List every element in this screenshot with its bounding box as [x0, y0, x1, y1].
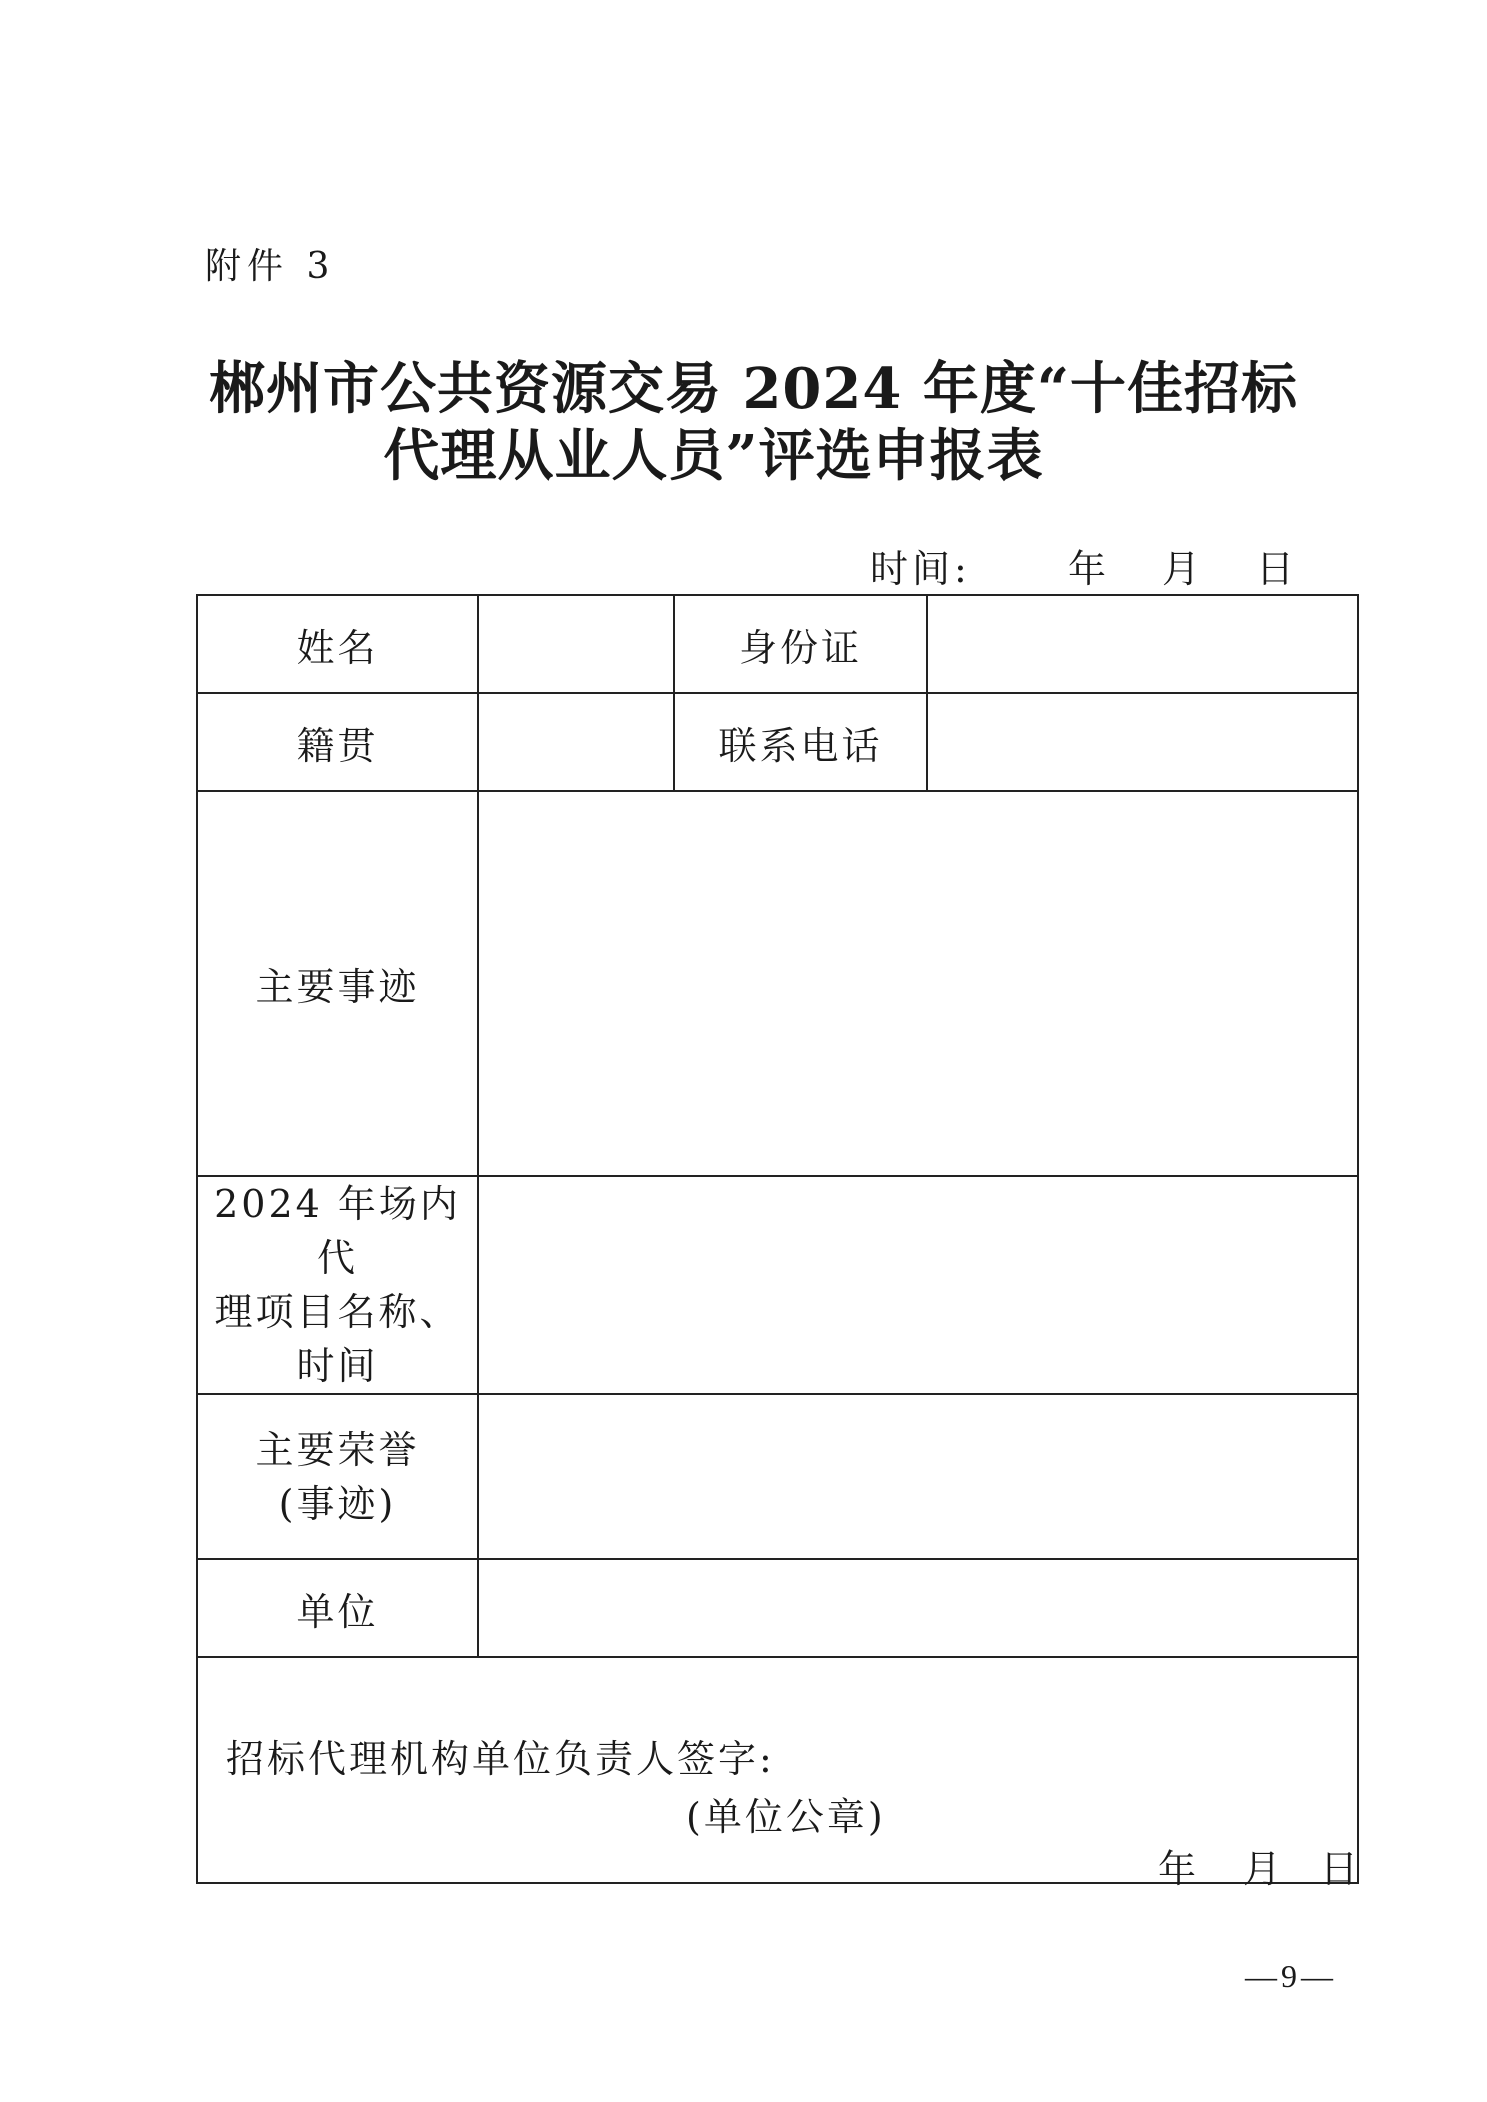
projects-label-line: 理项目名称、 — [214, 1290, 461, 1334]
application-form — [196, 594, 1359, 1891]
name-label: 姓名 — [197, 595, 478, 693]
honors-field[interactable] — [478, 1394, 1358, 1559]
unit-field[interactable] — [478, 1559, 1358, 1657]
native-place-field[interactable] — [478, 693, 674, 791]
deeds-label: 主要事迹 — [197, 791, 478, 1176]
native-place-label: 籍贯 — [197, 693, 478, 791]
projects-label-line: 2024 年场内代 — [214, 1182, 461, 1280]
unit-label: 单位 — [197, 1559, 478, 1657]
honors-label-line: 主要荣誉 — [255, 1427, 420, 1472]
page-title-line-1: 郴州市公共资源交易 2024 年度“十佳招标 — [208, 356, 1299, 422]
date-label: 时间: — [870, 547, 971, 591]
page-number: —9— — [1245, 1958, 1337, 1994]
signature-section — [197, 1657, 1359, 1891]
signature-year: 年 — [1158, 1847, 1197, 1891]
phone-field[interactable] — [927, 693, 1358, 791]
projects-field[interactable] — [478, 1176, 1358, 1394]
attachment-label: 附件 3 — [205, 246, 336, 287]
date-day: 日 — [1256, 547, 1299, 591]
page-title-line-2: 代理从业人员”评选申报表 — [383, 423, 1044, 489]
date-year: 年 — [1068, 547, 1111, 591]
signature-label: 招标代理机构单位负责人签字: — [226, 1737, 775, 1781]
signature-month: 月 — [1243, 1847, 1282, 1891]
honors-label — [197, 1394, 478, 1559]
honors-label-line: (事迹) — [278, 1481, 397, 1526]
name-field[interactable] — [478, 595, 674, 693]
seal-label: (单位公章) — [686, 1795, 886, 1839]
deeds-field[interactable] — [478, 791, 1358, 1176]
signature-day: 日 — [1320, 1847, 1359, 1891]
id-field[interactable] — [927, 595, 1358, 693]
projects-label — [197, 1176, 478, 1394]
id-label: 身份证 — [674, 595, 927, 693]
projects-label-line: 时间 — [296, 1344, 379, 1388]
date-month: 月 — [1162, 547, 1205, 591]
phone-label: 联系电话 — [674, 693, 927, 791]
